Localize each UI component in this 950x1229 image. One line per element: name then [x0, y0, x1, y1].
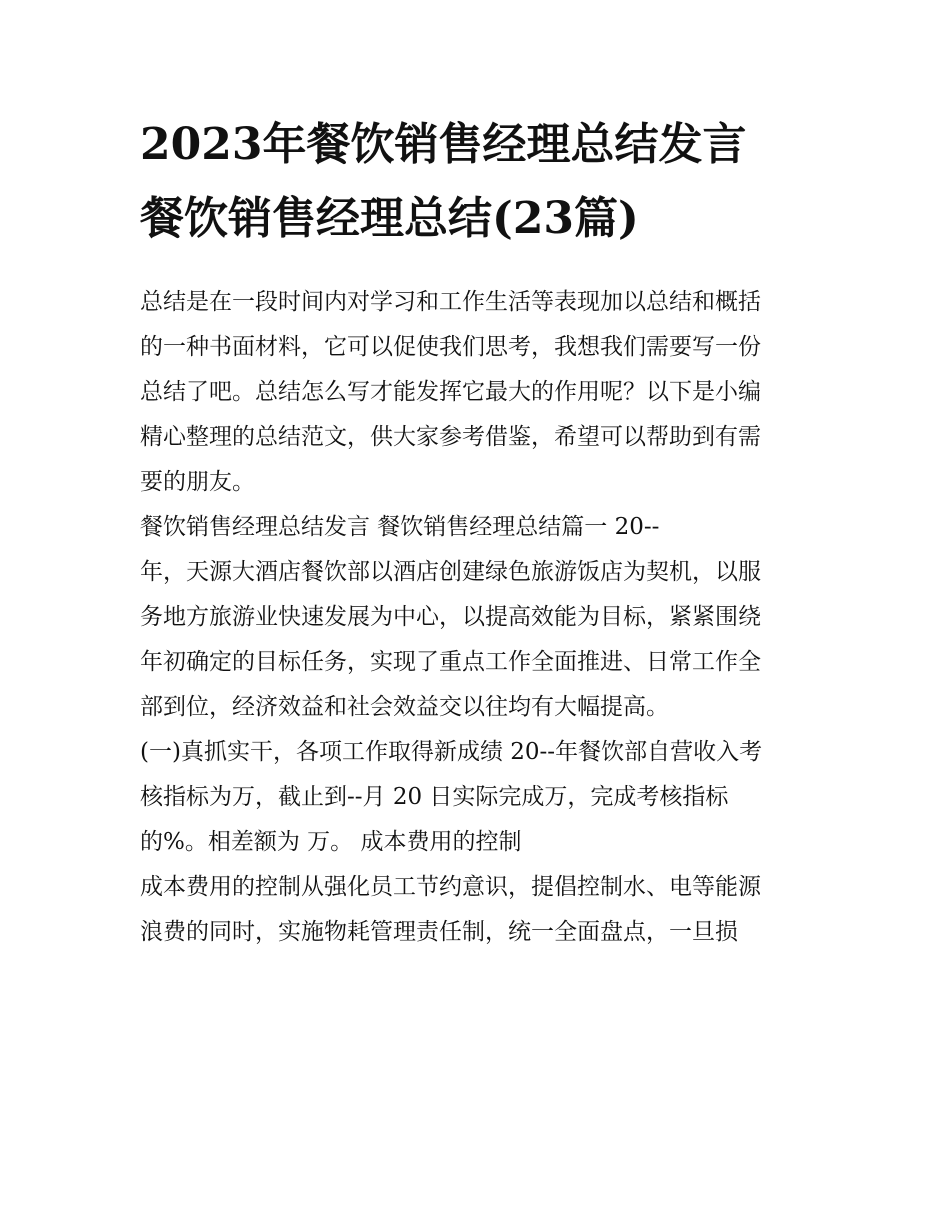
title-line-1: 2023年餐饮销售经理总结发言 [140, 119, 747, 170]
body-line-3: 总结了吧。总结怎么写才能发挥它最大的作用呢？以下是小编 [140, 379, 761, 405]
body-line-14: 成本费用的控制从强化员工节约意识，提倡控制水、电等能源 [140, 874, 761, 900]
body-line-4: 精心整理的总结范文，供大家参考借鉴，希望可以帮助到有需 [140, 424, 761, 450]
body-line-11: (一)真抓实干，各项工作取得新成绩 20--年餐饮部自营收入考 [140, 739, 763, 765]
body-line-5: 要的朋友。 [140, 469, 255, 495]
body-line-12: 核指标为万，截止到--月 20 日实际完成万，完成考核指标 [140, 784, 729, 810]
body-line-7: 年，天源大酒店餐饮部以酒店创建绿色旅游饭店为契机，以服 [140, 559, 761, 585]
body-line-10: 部到位，经济效益和社会效益交以往均有大幅提高。 [140, 694, 669, 720]
body-line-1: 总结是在一段时间内对学习和工作生活等表现加以总结和概括 [140, 289, 761, 315]
document-body [140, 280, 830, 955]
body-line-8: 务地方旅游业快速发展为中心，以提高效能为目标，紧紧围绕 [140, 604, 761, 630]
body-line-15: 浪费的同时，实施物耗管理责任制，统一全面盘点，一旦损 [140, 919, 738, 945]
body-line-13: 的%。相差额为 万。 成本费用的控制 [140, 829, 522, 855]
body-line-2: 的一种书面材料，它可以促使我们思考，我想我们需要写一份 [140, 334, 761, 360]
body-line-6: 餐饮销售经理总结发言 餐饮销售经理总结篇一 20-- [140, 514, 660, 540]
body-line-9: 年初确定的目标任务，实现了重点工作全面推进、日常工作全 [140, 649, 761, 675]
document-title [140, 108, 830, 256]
title-line-2: 餐饮销售经理总结(23篇) [140, 193, 639, 244]
